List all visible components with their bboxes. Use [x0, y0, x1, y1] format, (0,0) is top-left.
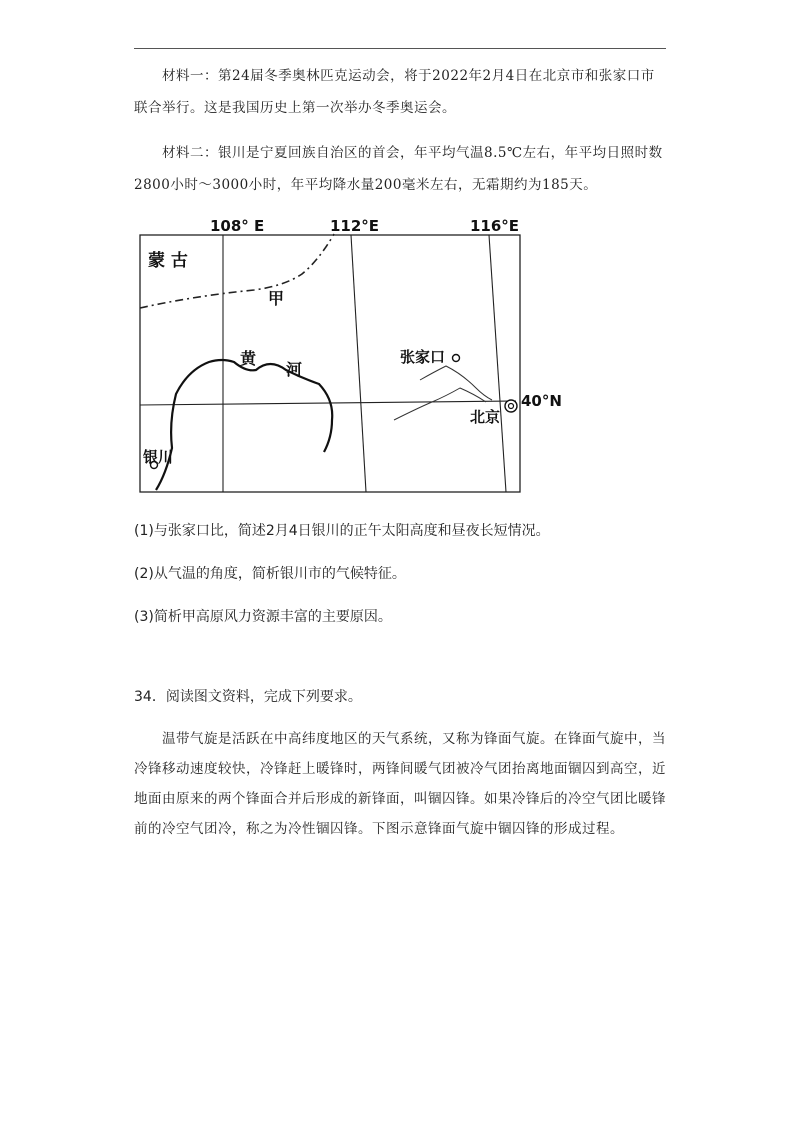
question-1: (1)与张家口比，简述2月4日银川的正午太阳高度和昼夜长短情况。	[134, 523, 550, 539]
label-mongolia: 蒙 古	[148, 251, 188, 271]
lon-label-116: 116°E	[470, 217, 520, 235]
label-yellow-river-2: 河	[286, 360, 303, 379]
map-frame	[140, 235, 520, 492]
label-jia-plateau: 甲	[268, 289, 285, 308]
label-beijing: 北京	[470, 408, 501, 426]
meridian-116	[489, 235, 506, 492]
lon-label-112: 112°E	[330, 217, 380, 235]
parallel-40n	[140, 401, 516, 405]
map-figure	[134, 212, 564, 502]
lat-label-40n: 40°N	[521, 392, 562, 410]
mountain-line-upper	[420, 366, 492, 400]
material-one: 材料一：第24届冬季奥林匹克运动会，将于2022年2月4日在北京市和张家口市联合举行。这是我国历史上第一次举办冬季奥运会。	[134, 68, 655, 116]
q34-title: 34．阅读图文资料，完成下列要求。	[134, 689, 362, 705]
question-3: (3)简析甲高原风力资源丰富的主要原因。	[134, 609, 392, 625]
yellow-river	[156, 360, 332, 490]
meridian-112	[351, 235, 366, 492]
zhangjiakou-marker	[453, 355, 460, 362]
label-yinchuan: 银川	[143, 448, 174, 466]
label-zhangjiakou: 张家口	[400, 348, 446, 366]
q34-paragraph: 温带气旋是活跃在中高纬度地区的天气系统，又称为锋面气旋。在锋面气旋中，当冷锋移动速度较快，冷锋赶上暖锋时，两锋间暖气团被冷气团抬离地面锢囚到高空，近地面由原来的两个锋面合并后形成的新锋面，叫锢囚锋。如果冷锋后的冷空气团比暖锋前的冷空气团冷，称之为冷性锢囚锋。下图示意锋面气旋中锢囚锋的形成过程。	[134, 731, 666, 837]
beijing-marker-inner	[509, 404, 514, 409]
label-yellow-river-1: 黄	[240, 349, 257, 368]
national-border-line	[140, 234, 334, 308]
top-rule	[134, 48, 666, 49]
lon-label-108: 108° E	[210, 217, 265, 235]
question-2: (2)从气温的角度，简析银川市的气候特征。	[134, 566, 406, 582]
material-two: 材料二：银川是宁夏回族自治区的首会，年平均气温8.5℃左右，年平均日照时数2800小时～3000小时，年平均降水量200毫米左右，无霜期约为185天。	[134, 145, 663, 193]
